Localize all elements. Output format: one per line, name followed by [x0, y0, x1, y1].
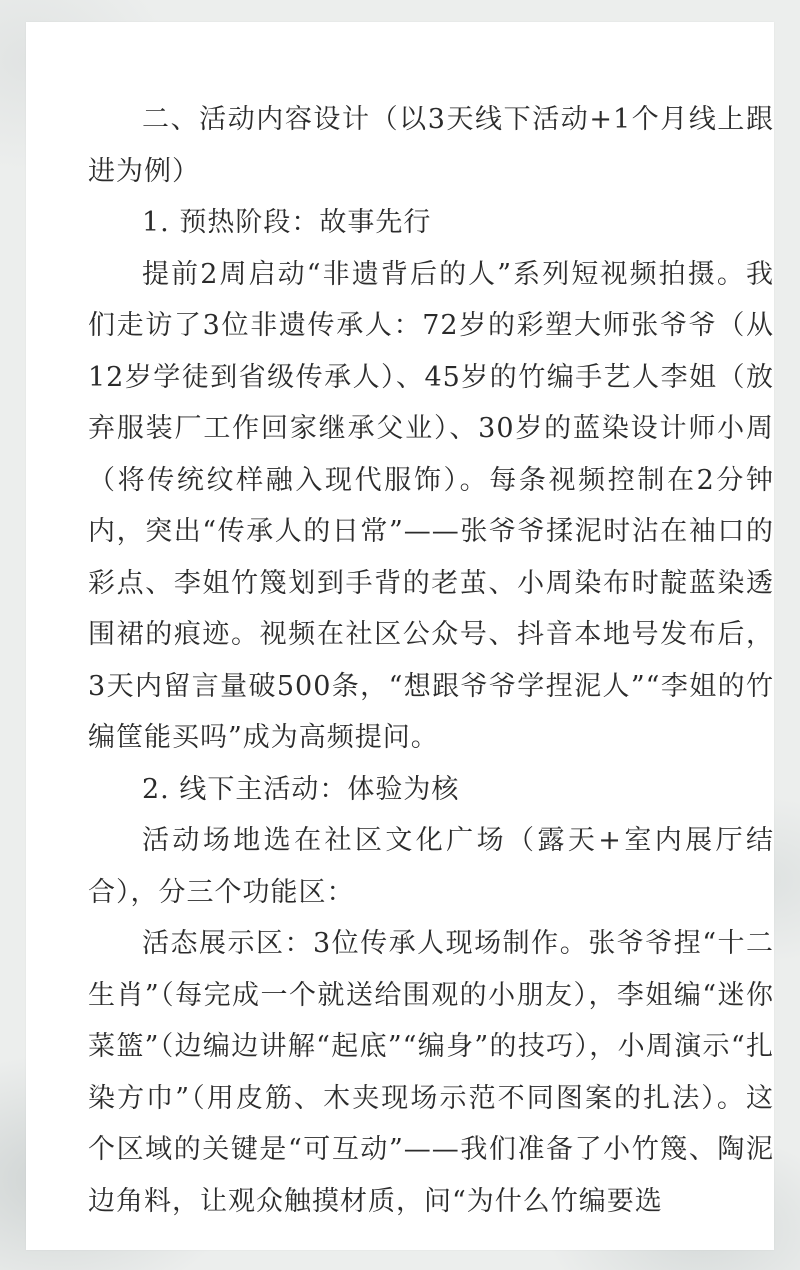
section-heading: 二、活动内容设计（以3天线下活动+1个月线上跟进为例）: [88, 104, 774, 187]
item1-heading: 1. 预热阶段：故事先行: [142, 207, 432, 238]
document-page: [26, 22, 774, 1250]
item2-heading: 2. 线下主活动：体验为核: [142, 773, 460, 805]
item1-paragraph: 提前2周启动“非遗背后的人”系列短视频拍摄。我们走访了3位非遗传承人：72岁的彩塑大师张爷爷（从12岁学徒到省级传承人）、45岁的竹编手艺人李姐（放弃服装厂工作回家继承父业）、30岁的蓝染设计师小周（将传统纹样融入现代服饰）。每条视频控制在2分钟内，突出“传承人的日常”——张爷爷揉泥时沾在袖口的彩点、李姐竹篾划到手背的老茧、小周染布时靛蓝染透围裙的痕迹。视频在社区公众号、抖音本地号发布后，3天内留言量破500条，“想跟爷爷学捏泥人”“李姐的竹编筐能买吗”成为高频提问。: [88, 258, 774, 753]
document-body: [88, 94, 774, 1227]
item2-zone1-paragraph: 活态展示区：3位传承人现场制作。张爷爷捏“十二生肖”（每完成一个就送给围观的小朋友），李姐编“迷你菜篮”（边编边讲解“起底”“编身”的技巧），小周演示“扎染方巾”（用皮筋、木夹现场示范不同图案的扎法）。这个区域的关键是“可互动”——我们准备了小竹篾、陶泥边角料，让观众触摸材质，问“为什么竹编要选: [88, 928, 774, 1217]
item2-paragraph: 活动场地选在社区文化广场（露天+室内展厅结合），分三个功能区：: [88, 825, 774, 908]
